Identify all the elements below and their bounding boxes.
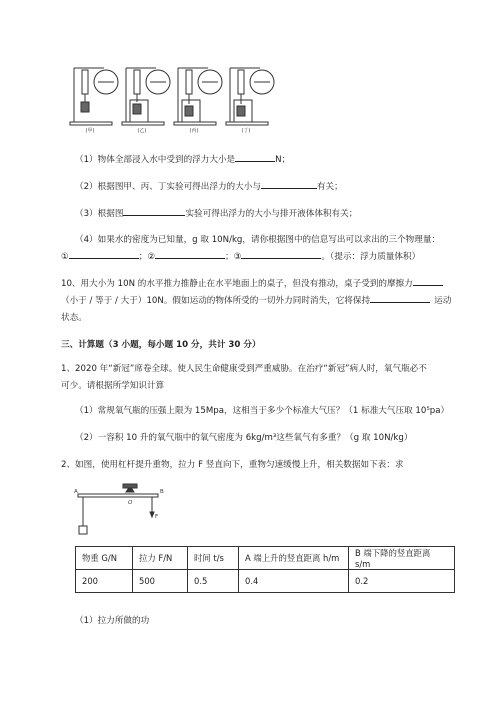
section-title: 三、计算题（3 小题，每小题 10 分，共计 30 分） xyxy=(61,340,261,350)
answer-blank[interactable] xyxy=(261,179,317,189)
q9-sub4-line2: ① ；② ；③ 。（提示：浮力质量体积） xyxy=(61,249,420,262)
table-row xyxy=(76,570,455,593)
answer-blank[interactable] xyxy=(241,249,321,259)
table-cell: 200 xyxy=(76,570,133,593)
lever-label-o: O xyxy=(128,500,133,506)
table-header-cell: 时间 t/s xyxy=(188,547,239,570)
calc-q1-sub2: （2）一容积 10 升的氧气瓶中的氧气密度为 6kg/m³这些氧气有多重？（g 取 10N/kg） xyxy=(75,433,413,443)
table-header-cell: 物重 G/N xyxy=(76,547,133,570)
answer-blank[interactable] xyxy=(69,249,139,259)
table-header-row xyxy=(76,547,455,570)
calc-q1-line2: 可少。请根据所学知识计算 xyxy=(61,381,165,391)
table-header-cell: B 端下降的竖直距离 s/m xyxy=(349,547,455,570)
q9-sub4-line1: （4）如果水的密度为已知量，g 取 10N/kg，请你根据图中的信息写出可以求出的三个物理量： xyxy=(75,235,441,245)
panel-label-4: (丁) xyxy=(241,128,251,134)
table-cell: 500 xyxy=(133,570,188,593)
q10-line1: 10、用大小为 10N 的水平推力推静止在水平地面上的桌子，但没有推动，桌子受到的摩擦力 xyxy=(61,276,443,289)
lever-data-table xyxy=(75,546,455,593)
answer-blank[interactable] xyxy=(370,293,430,303)
answer-blank[interactable] xyxy=(155,249,225,259)
q9-sub1: （1）物体全部浸入水中受到的浮力大小是 N； xyxy=(75,152,290,165)
buoyancy-experiment-figure xyxy=(70,62,280,134)
q10-line3: 状态。 xyxy=(61,313,87,323)
lever-label-f: F xyxy=(155,514,159,520)
q9-sub3: （3）根据图 实验可得出浮力的大小与排开液体体积有关； xyxy=(75,206,357,219)
calc-q1-line1: 1、2020 年“新冠”席卷全球。使人民生命健康受到严重威胁。在治疗“新冠”病人时，氧气瓶必不 xyxy=(61,364,427,374)
calc-q2-line1: 2、如图，使用杠杆提升重物，拉力 F 竖直向下，重物匀速缓慢上升，相关数据如下表：求 xyxy=(61,460,404,470)
table-cell: 0.4 xyxy=(239,570,349,593)
panel-label-1: (甲) xyxy=(85,128,95,134)
panel-label-3: (丙) xyxy=(189,128,199,134)
table-header-cell: 拉力 F/N xyxy=(133,547,188,570)
answer-blank[interactable] xyxy=(123,206,185,216)
q10-line2: （小于 / 等于 / 大于）10N。假如运动的物体所受的一切外力同时消失，它将保持 运动 xyxy=(61,293,451,306)
answer-blank[interactable] xyxy=(235,152,275,162)
table-cell: 0.5 xyxy=(188,570,239,593)
panel-label-2: (乙) xyxy=(137,128,147,134)
calc-q1-sub1: （1）常规氧气瓶的压强上限为 15Mpa，这相当于多少个标准大气压？（1 标准大气压取 10⁵pa） xyxy=(75,406,450,416)
q9-sub2: （2）根据图甲、丙、丁实验可得出浮力的大小与 有关； xyxy=(75,179,343,192)
table-header-cell: A 端上升的竖直距离 h/m xyxy=(239,547,349,570)
lever-figure xyxy=(74,482,164,538)
answer-blank[interactable] xyxy=(413,276,443,286)
calc-q2-sub1: （1）拉力所做的功 xyxy=(75,616,150,626)
lever-label-b: B xyxy=(160,489,164,495)
lever-label-a: A xyxy=(74,489,78,495)
table-cell: 0.2 xyxy=(349,570,455,593)
